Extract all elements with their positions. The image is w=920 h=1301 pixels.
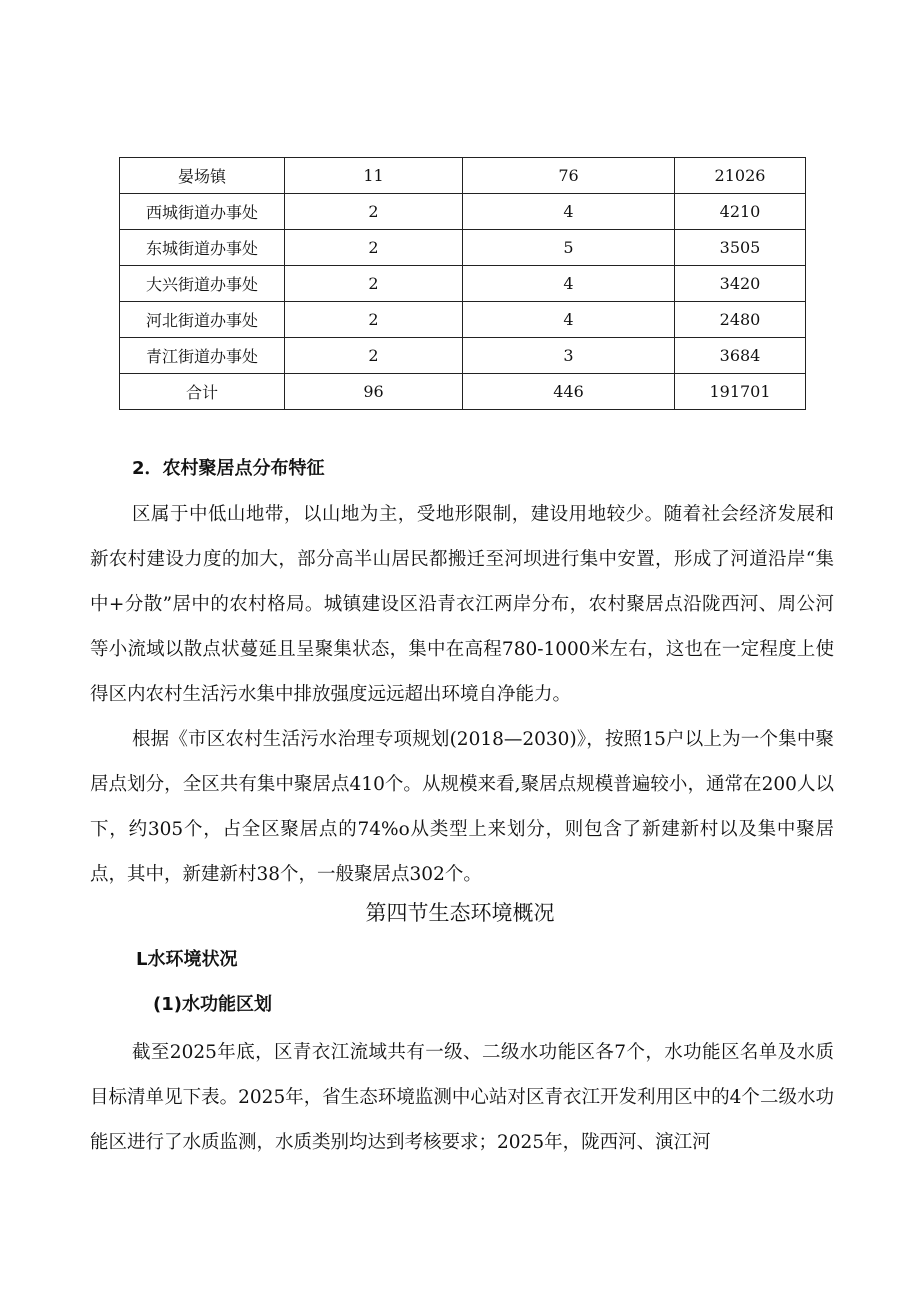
subheading-water-function-zones: (1)水功能区划 [153,994,272,1015]
population-cell: 21026 [675,158,806,194]
population-cell: 2480 [675,302,806,338]
count-cell: 2 [285,266,463,302]
count-cell: 2 [285,302,463,338]
count-cell: 4 [463,266,675,302]
count-cell: 2 [285,338,463,374]
count-cell: 2 [285,230,463,266]
town-name-cell: 晏场镇 [120,158,285,194]
total-count-cell: 96 [285,374,463,410]
population-cell: 3420 [675,266,806,302]
table-row [120,158,806,194]
count-cell: 76 [463,158,675,194]
table-row [120,230,806,266]
table-row [120,266,806,302]
subheading-water-environment: L水环境状况 [136,949,238,970]
total-population-cell: 191701 [675,374,806,410]
population-cell: 4210 [675,194,806,230]
town-name-cell: 河北街道办事处 [120,302,285,338]
count-cell: 3 [463,338,675,374]
settlement-table [119,157,806,410]
paragraph-settlement-distribution: 区属于中低山地带，以山地为主，受地形限制，建设用地较少。随着社会经济发展和新农村建设力度的加大，部分高半山居民都搬迁至河坝进行集中安置，形成了河道沿岸“集中+分散”居中的农村格局。城镇建设区沿青衣江两岸分布，农村聚居点沿陇西河、周公河等小流域以散点状蔓延且呈聚集状态，集中在高程780-1000米左右，这也在一定程度上使得区内农村生活污水集中排放强度远远超出环境自净能力。 [90,504,834,705]
table-row [120,302,806,338]
population-cell: 3505 [675,230,806,266]
table-row [120,194,806,230]
town-name-cell: 西城街道办事处 [120,194,285,230]
count-cell: 11 [285,158,463,194]
table-row [120,338,806,374]
total-count-cell: 446 [463,374,675,410]
total-label-cell: 合计 [120,374,285,410]
section-title-ecology: 第四节生态环境概况 [365,901,555,925]
count-cell: 5 [463,230,675,266]
paragraph-settlement-planning: 根据《市区农村生活污水治理专项规划(2018—2030)》，按照15户以上为一个集中聚居点划分，全区共有集中聚居点410个。从规模来看,聚居点规模普遍较小，通常在200人以下，约305个，占全区聚居点的74%o从类型上来划分，则包含了新建新村以及集中聚居点，其中，新建新村38个，一般聚居点302个。 [90,729,834,885]
population-cell: 3684 [675,338,806,374]
town-name-cell: 东城街道办事处 [120,230,285,266]
table-body [120,158,806,410]
town-name-cell: 大兴街道办事处 [120,266,285,302]
count-cell: 2 [285,194,463,230]
paragraph-water-function-zones: 截至2025年底，区青衣江流域共有一级、二级水功能区各7个，水功能区名单及水质目标清单见下表。2025年，省生态环境监测中心站对区青衣江开发利用区中的4个二级水功能区进行了水质监测，水质类别均达到考核要求；2025年，陇西河、演江河 [90,1042,834,1153]
section-heading-rural-settlements: 2．农村聚居点分布特征 [132,458,325,479]
count-cell: 4 [463,302,675,338]
table-total-row [120,374,806,410]
town-name-cell: 青江街道办事处 [120,338,285,374]
count-cell: 4 [463,194,675,230]
